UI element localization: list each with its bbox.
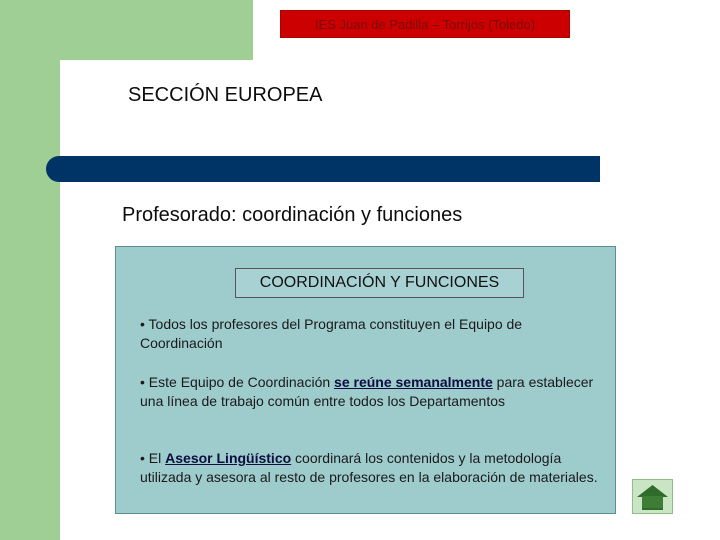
box-title: COORDINACIÓN Y FUNCIONES xyxy=(235,268,524,298)
meeting-link[interactable]: se reúne semanalmente xyxy=(334,374,493,390)
home-button[interactable] xyxy=(632,479,673,514)
slide-heading: Profesorado: coordinación y funciones xyxy=(122,204,463,226)
bullet-3-suffix: coordinará los contenidos y la metodología utilizada y asesora al resto de profesores en la elaboración de materiales. xyxy=(140,450,598,485)
language-advisor-link[interactable]: Asesor Lingüístico xyxy=(165,450,292,466)
bullet-item-1 xyxy=(140,315,602,353)
home-icon xyxy=(633,480,672,513)
bullet-item-2 xyxy=(140,373,602,411)
bullet-2-suffix: para establecer una línea de trabajo común entre todos los Departamentos xyxy=(140,374,594,409)
bullet-item-3 xyxy=(140,449,602,487)
bullet-2-prefix: • Este Equipo de Coordinación xyxy=(140,374,335,390)
title-bar xyxy=(46,156,600,182)
left-green-band xyxy=(0,0,60,540)
school-header: IES Juan de Padilla – Torrijos (Toledo) xyxy=(280,10,570,38)
bullet-1-text: • Todos los profesores del Programa constituyen el Equipo de Coordinación xyxy=(140,316,523,351)
top-green-band xyxy=(0,0,253,60)
bullet-3-prefix: • El xyxy=(140,450,166,466)
section-title: SECCIÓN EUROPEA xyxy=(128,84,323,106)
corner-curve xyxy=(60,60,96,96)
